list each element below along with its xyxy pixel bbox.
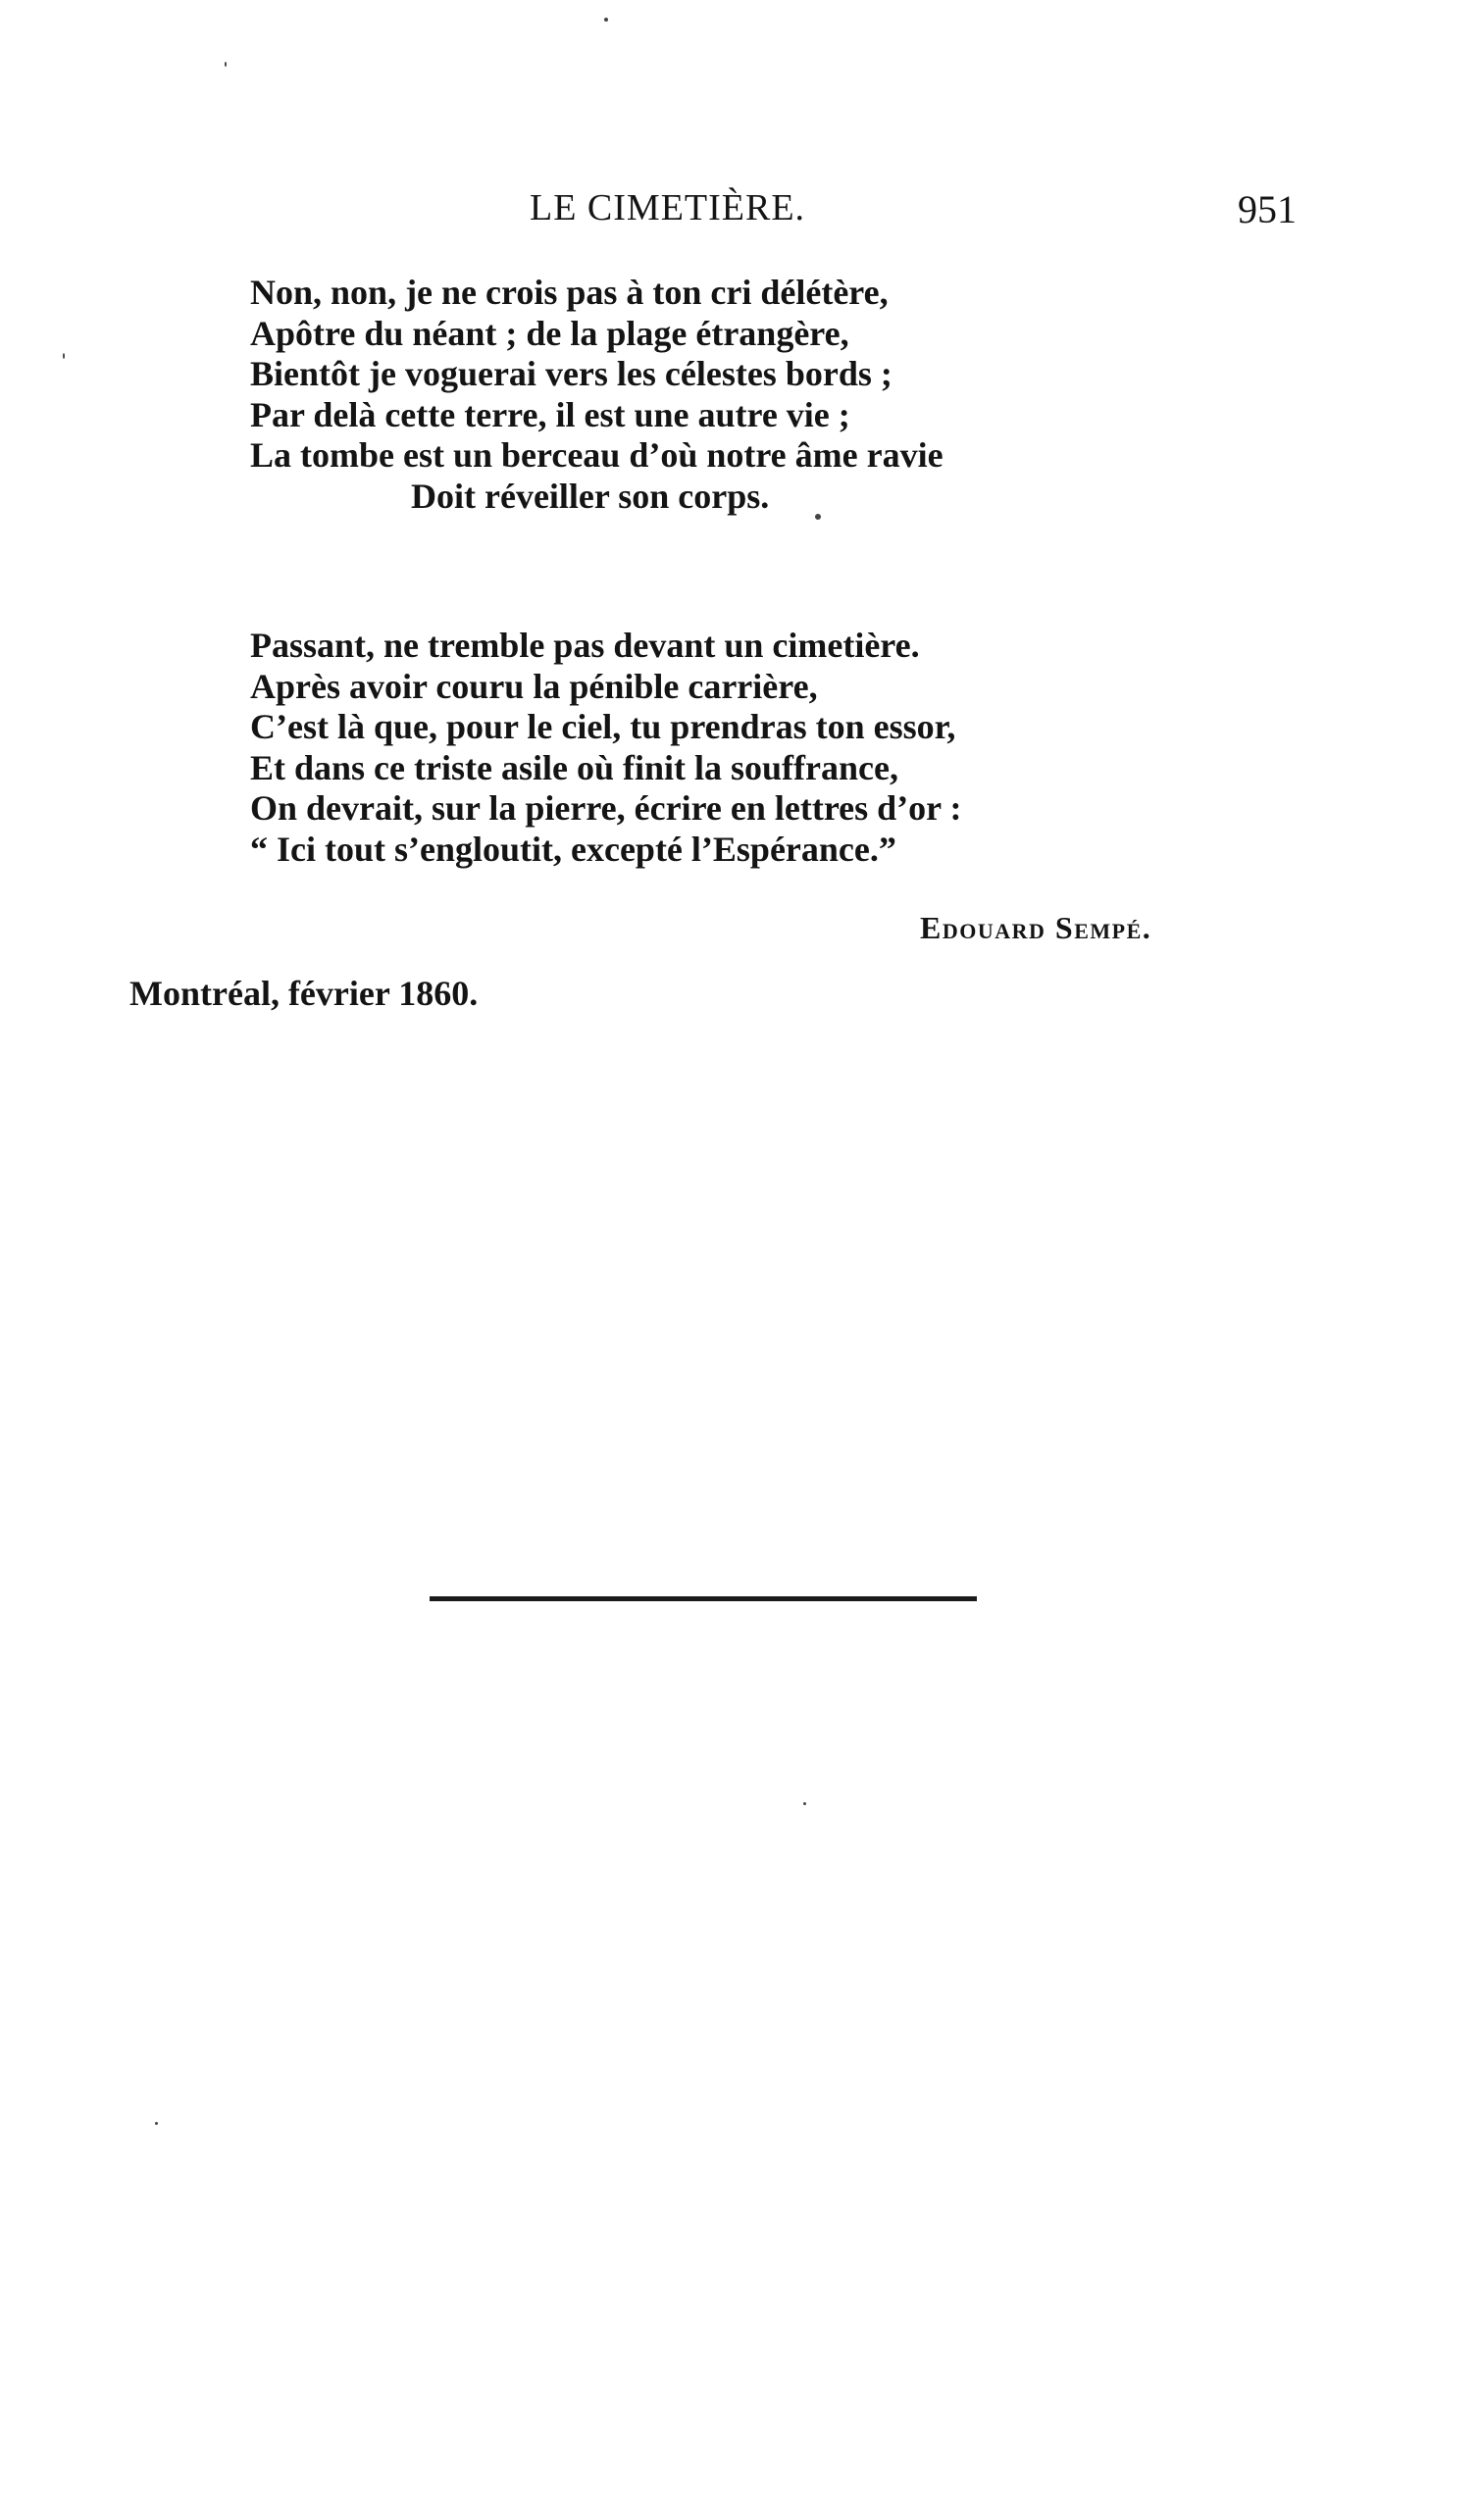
verse-line: C’est là que, pour le ciel, tu prendras ton essor, — [250, 707, 956, 746]
verse-line: La tombe est un berceau d’où notre âme ravie — [250, 435, 944, 475]
print-speck — [155, 2122, 158, 2125]
stanza-1 — [250, 273, 944, 517]
page-number: 951 — [1238, 187, 1297, 231]
verse-line: “ Ici tout s’engloutit, excepté l’Espérance.” — [250, 829, 896, 869]
verse-line: Bientôt je voguerai vers les célestes bords ; — [250, 354, 892, 393]
print-speck — [815, 514, 821, 520]
section-rule — [430, 1596, 977, 1601]
verse-line: Après avoir couru la pénible carrière, — [250, 666, 818, 706]
dateline: Montréal, février 1860. — [129, 974, 479, 1013]
running-head — [0, 184, 1479, 233]
verse-line: Apôtre du néant ; de la plage étrangère, — [250, 313, 849, 353]
verse-line: Passant, ne tremble pas devant un cimetière. — [250, 626, 920, 665]
stanza-2 — [250, 626, 961, 870]
print-speck — [604, 18, 608, 22]
running-title: LE CIMETIÈRE. — [530, 187, 806, 228]
verse-line: Et dans ce triste asile où finit la souffrance, — [250, 747, 898, 787]
print-speck — [803, 1802, 806, 1805]
print-speck — [225, 62, 227, 67]
verse-line: On devrait, sur la pierre, écrire en lettres d’or : — [250, 788, 962, 828]
print-speck — [63, 353, 65, 359]
verse-line: Non, non, je ne crois pas à ton cri délétère, — [250, 273, 889, 312]
verse-line-indented: Doit réveiller son corps. — [411, 476, 770, 516]
verse-line: Par delà cette terre, il est une autre vie ; — [250, 394, 850, 434]
author-signature: Edouard Sempé. — [920, 910, 1152, 945]
